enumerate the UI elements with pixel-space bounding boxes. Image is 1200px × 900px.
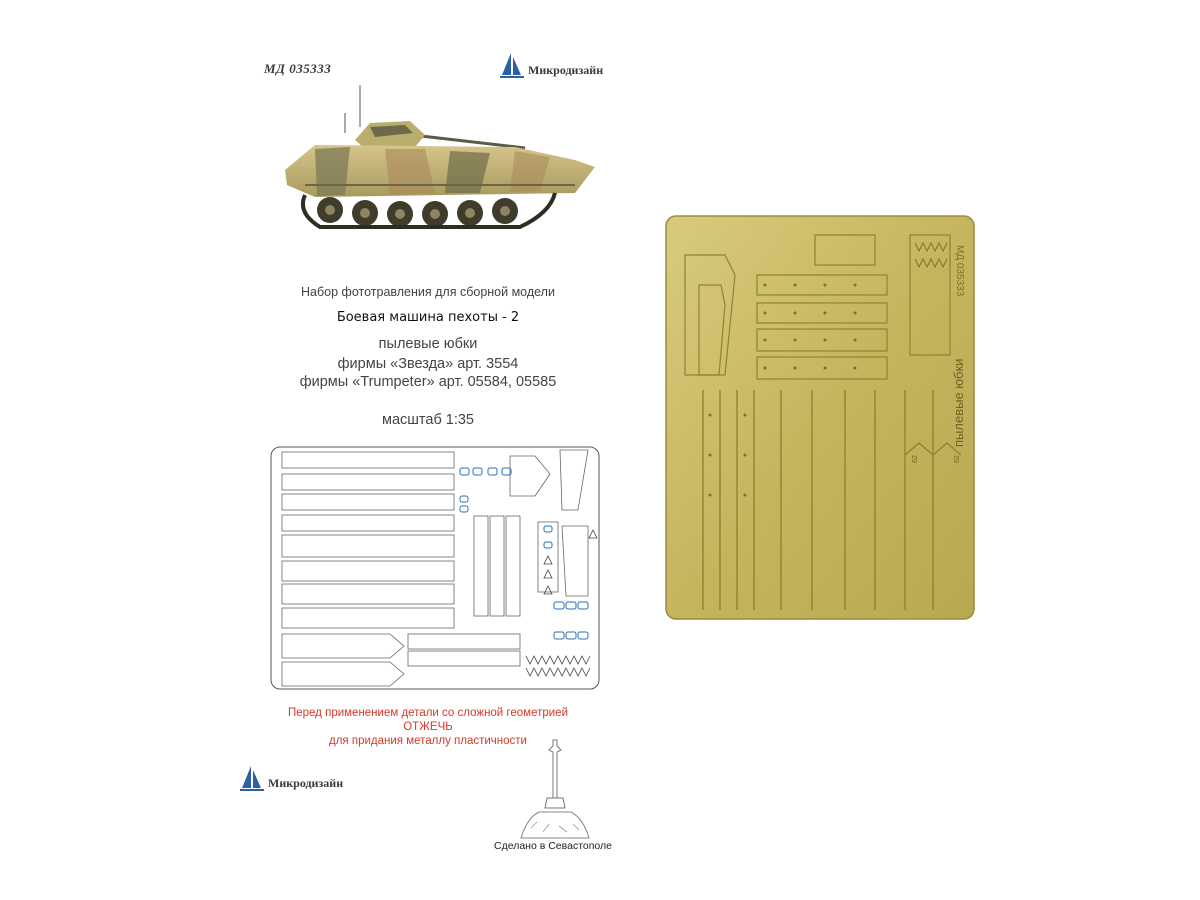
sevastopol-monument-icon <box>517 738 593 840</box>
annealing-warning-line3: для придания металлу пластичности <box>329 735 527 747</box>
annealing-warning-line1: Перед применением детали со сложной геометрией <box>287 707 568 719</box>
etched-brass-fret-photo <box>665 215 975 620</box>
scale-label: масштаб 1:35 <box>381 412 474 428</box>
kit-subtitle: Набор фототравления для сборной модели <box>301 285 555 299</box>
annealing-warning-line2: ОТЖЕЧЬ <box>403 721 453 733</box>
fret-part-number-b: 62 <box>954 455 961 463</box>
brand-name-top: Микродизайн <box>528 63 604 77</box>
bmp-2-model-photo <box>275 85 605 255</box>
part-name: пылевые юбки <box>378 336 478 352</box>
sail-logo-icon <box>240 765 264 791</box>
kit-compatibility-trumpeter: фирмы «Trumpeter» арт. 05584, 05585 <box>299 374 557 390</box>
made-in-label: Сделано в Севастополе <box>494 840 612 852</box>
fret-etched-code: МД 035333 <box>954 245 965 297</box>
fret-etched-label: пылевые юбки <box>951 358 966 447</box>
article-code: МД 035333 <box>264 61 332 76</box>
fret-layout-diagram <box>270 446 600 690</box>
kit-compatibility-zvezda: фирмы «Звезда» арт. 3554 <box>337 356 519 372</box>
brand-name-bottom: Микродизайн <box>268 776 344 790</box>
sail-logo-icon <box>500 52 524 78</box>
vehicle-name: Боевая машина пехоты - 2 <box>336 310 520 325</box>
brand-logo-top <box>500 52 603 78</box>
fret-part-number-a: 62 <box>912 455 919 463</box>
brand-logo-bottom <box>240 765 343 791</box>
